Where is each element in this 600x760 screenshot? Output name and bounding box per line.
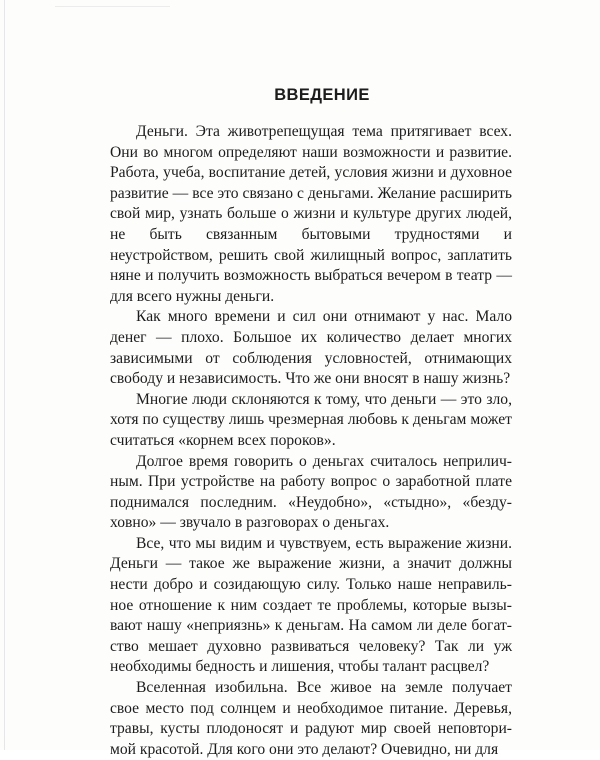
main-text-block: [110, 85, 512, 760]
page-edge-shadow: [4, 0, 5, 750]
paragraph-6: Вселенная изобильна. Все живое на земле получает свое место под солнцем и необходимое питание. Деревья, травы, кусты плодоносят и радуют мир своей неповторимой красотой. Для кого они это делают? Очевидно, ни для: [110, 679, 512, 758]
paragraph-1: Деньги. Эта животрепещущая тема притягивает всех. Они во многом определяют наши возможности и развитие. Работа, учеба, воспитание детей, условия жизни и духовное развитие — все это связано с деньгами. Желание расширить свой мир, узнать больше о жизни и культуре других людей, не быть связанным бытовыми трудностями и неустройством, решить свой жилищный вопрос, заплатить няне и получить возможность выбраться вечером в театр — для всего нужны деньги.: [110, 123, 512, 305]
paragraph-3: Многие люди склоняются к тому, что деньги — это зло, хотя по существу лишь чрезмерная любовь к деньгам может считаться «корнем всех пороков».: [110, 390, 512, 449]
paragraph-5: Все, что мы видим и чувствуем, есть выражение жизни. Деньги — такое же выражение жизни, а значит должны нести добро и созидающую силу. Только наше неправильное отношение к ним создает те проблемы, которые вызывают нашу «неприязнь» к деньгам. На самом ли деле богатство мешает духовно развиваться человеку? Так ли уж необходимы бедность и лишения, чтобы талант расцвел?: [110, 534, 512, 676]
chapter-heading: ВВЕДЕНИЕ: [274, 86, 370, 104]
top-rule-fragment: [55, 6, 170, 7]
paragraph-4: Долгое время говорить о деньгах считалось неприличным. При устройстве на работу вопрос о заработной плате поднимался последним. «Неудобно», «стыдно», «бездуховно» — звучало в разговорах о деньгах.: [110, 452, 512, 532]
paragraph-2: Как много времени и сил они отнимают у нас. Мало денег — плохо. Большое их количество делает многих зависимыми от соблюдения условностей, отнимающих свободу и независимость. Что же они вносят в нашу жизнь?: [110, 308, 512, 388]
